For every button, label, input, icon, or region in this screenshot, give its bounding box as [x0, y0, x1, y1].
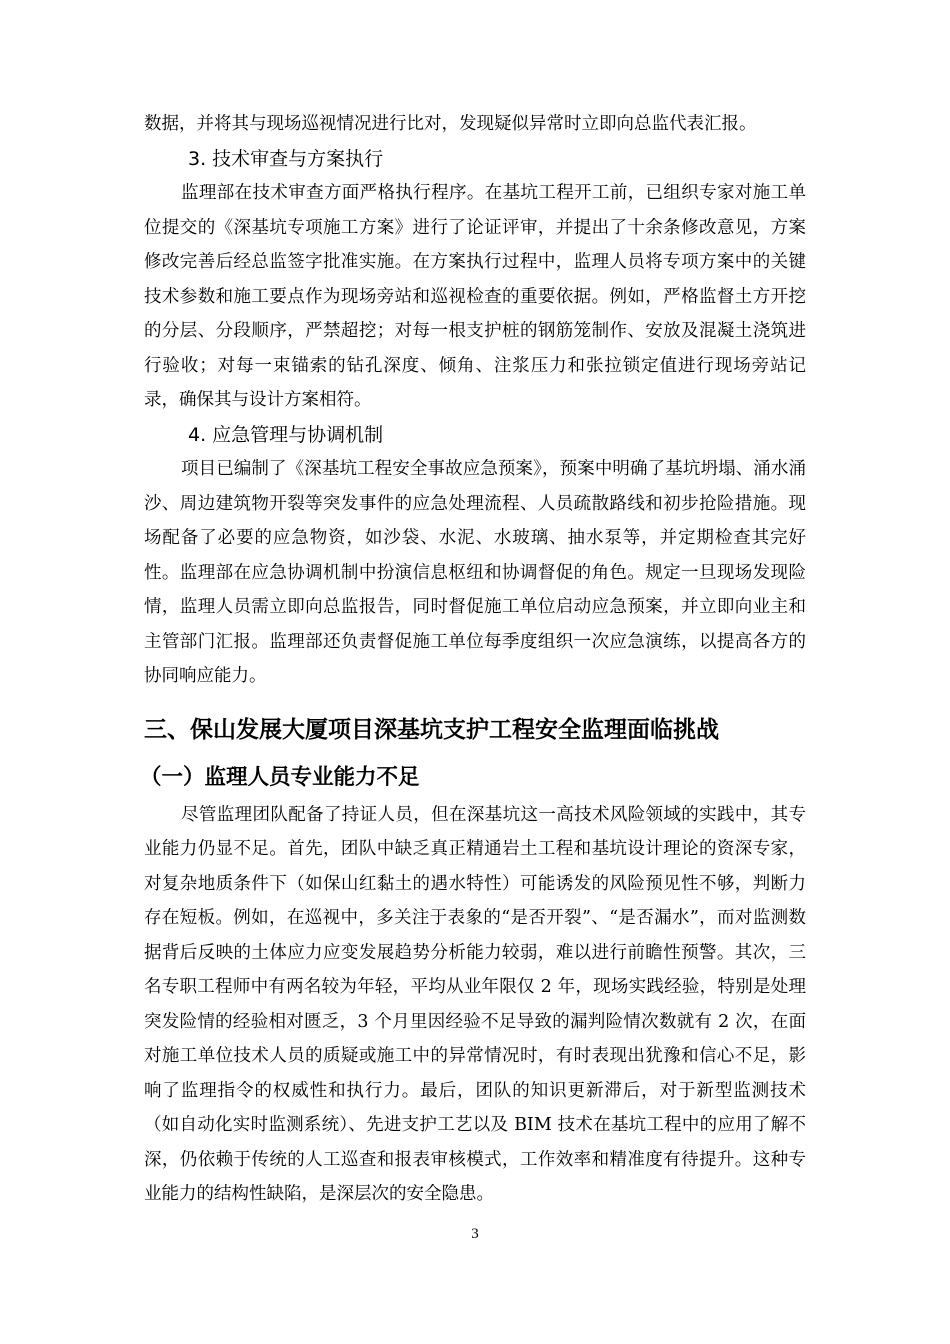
paragraph-staff-capability: 尽管监理团队配备了持证人员，但在深基坑这一高技术风险领域的实践中，其专业能力仍显不足。首先，团队中缺乏真正精通岩土工程和基坑设计理论的资深专家，对复杂地质条件下（如保山红黏土的遇水特性）可能诱发的风险预见性不够，判断力存在短板。例如，在巡视中，多关注于表象的“是否开裂”、“是否漏水”，而对监测数据背后反映的土体应力应变发展趋势分析能力较弱，难以进行前瞻性预警。其次，三名专职工程师中有两名较为年轻，平均从业年限仅 2 年，现场实践经验，特别是处理突发险情的经验相对匮乏，3 个月里因经验不足导致的漏判险情次数就有 2 次，在面对施工单位技术人员的质疑或施工中的异常情况时，有时表现出犹豫和信心不足，影响了监理指令的权威性和执行力。最后，团队的知识更新滞后，对于新型监测技术（如自动化实时监测系统）、先进支护工艺以及 BIM 技术在基坑工程中的应用了解不深，仍依赖于传统的人工巡查和报表审核模式，工作效率和精准度有待提升。这种专业能力的结构性缺陷，是深层次的安全隐患。: [144, 804, 806, 1204]
subsection-heading-staff-capability: （一）监理人员专业能力不足: [140, 764, 420, 790]
document-page: [140, 107, 806, 1212]
section-heading-challenges: 三、保山发展大厦项目深基坑支护工程安全监理面临挑战: [144, 716, 719, 743]
heading-emergency-management: 4. 应急管理与协调机制: [188, 423, 384, 446]
paragraph-emergency-management: 项目已编制了《深基坑工程安全事故应急预案》，预案中明确了基坑坍塌、涌水涌沙、周边建筑物开裂等突发事件的应急处理流程、人员疏散路线和初步抢险措施。现场配备了必要的应急物资，如沙袋、水泥、水玻璃、抽水泵等，并定期检查其完好性。监理部在应急协调机制中扮演信息枢纽和协调督促的角色。规定一旦现场发现险情，监理人员需立即向总监报告，同时督促施工单位启动应急预案，并立即向业主和主管部门汇报。监理部还负责督促施工单位每季度组织一次应急演练，以提高各方的协同响应能力。: [144, 459, 806, 686]
page-number: 3: [471, 1226, 479, 1242]
paragraph-continuation: 数据，并将其与现场巡视情况进行比对，发现疑似异常时立即向总监代表汇报。: [144, 114, 757, 134]
heading-technical-review: 3. 技术审查与方案执行: [188, 147, 384, 170]
paragraph-technical-review: 监理部在技术审查方面严格执行程序。在基坑工程开工前，已组织专家对施工单位提交的《深基坑专项施工方案》进行了论证评审，并提出了十余条修改意见，方案修改完善后经总监签字批准实施。在方案执行过程中，监理人员将专项方案中的关键技术参数和施工要点作为现场旁站和巡视检查的重要依据。例如，严格监督土方开挖的分层、分段顺序，严禁超挖；对每一根支护桩的钢筋笼制作、安放及混凝土浇筑进行验收；对每一束锚索的钻孔深度、倾角、注浆压力和张拉锁定值进行现场旁站记录，确保其与设计方案相符。: [144, 183, 806, 410]
